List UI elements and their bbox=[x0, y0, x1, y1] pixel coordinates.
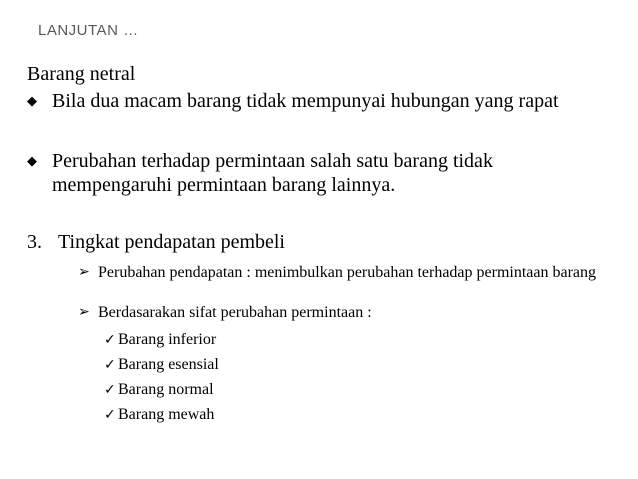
slide-title: LANJUTAN … bbox=[38, 22, 139, 39]
numbered-item bbox=[27, 230, 285, 254]
section-heading: Barang netral bbox=[27, 63, 136, 85]
check-list-text: Barang inferior bbox=[118, 331, 217, 348]
sub-list-text: Perubahan pendapatan : menimbulkan perubahan terhadap permintaan barang bbox=[98, 264, 597, 281]
checkmark-icon: ✓ bbox=[104, 357, 116, 373]
item-number: 3. bbox=[27, 231, 42, 253]
bullet-text: Bila dua macam barang tidak mempunyai hubungan yang rapat bbox=[52, 90, 559, 112]
bullet-item bbox=[27, 89, 607, 113]
check-list-text: Barang normal bbox=[118, 381, 214, 398]
check-list-item bbox=[104, 380, 214, 400]
numbered-item-text: Tingkat pendapatan pembeli bbox=[58, 231, 285, 253]
arrow-bullet-icon: ➢ bbox=[78, 265, 90, 280]
bullet-item bbox=[27, 149, 607, 197]
sub-list-item bbox=[78, 263, 598, 282]
sub-list-item bbox=[78, 303, 598, 322]
check-list-item bbox=[104, 330, 216, 350]
bullet-text: Perubahan terhadap permintaan salah satu barang tidak mempengaruhi permintaan barang lainnya. bbox=[52, 150, 493, 196]
check-list-item bbox=[104, 405, 214, 425]
check-list-text: Barang mewah bbox=[118, 406, 215, 423]
diamond-bullet-icon: ◆ bbox=[27, 93, 37, 108]
check-list-text: Barang esensial bbox=[118, 356, 219, 373]
sub-list-text: Berdasarakan sifat perubahan permintaan : bbox=[98, 304, 372, 321]
checkmark-icon: ✓ bbox=[104, 382, 116, 398]
diamond-bullet-icon: ◆ bbox=[27, 153, 37, 168]
checkmark-icon: ✓ bbox=[104, 332, 116, 348]
check-list-item bbox=[104, 355, 219, 375]
checkmark-icon: ✓ bbox=[104, 407, 116, 423]
arrow-bullet-icon: ➢ bbox=[78, 305, 90, 320]
